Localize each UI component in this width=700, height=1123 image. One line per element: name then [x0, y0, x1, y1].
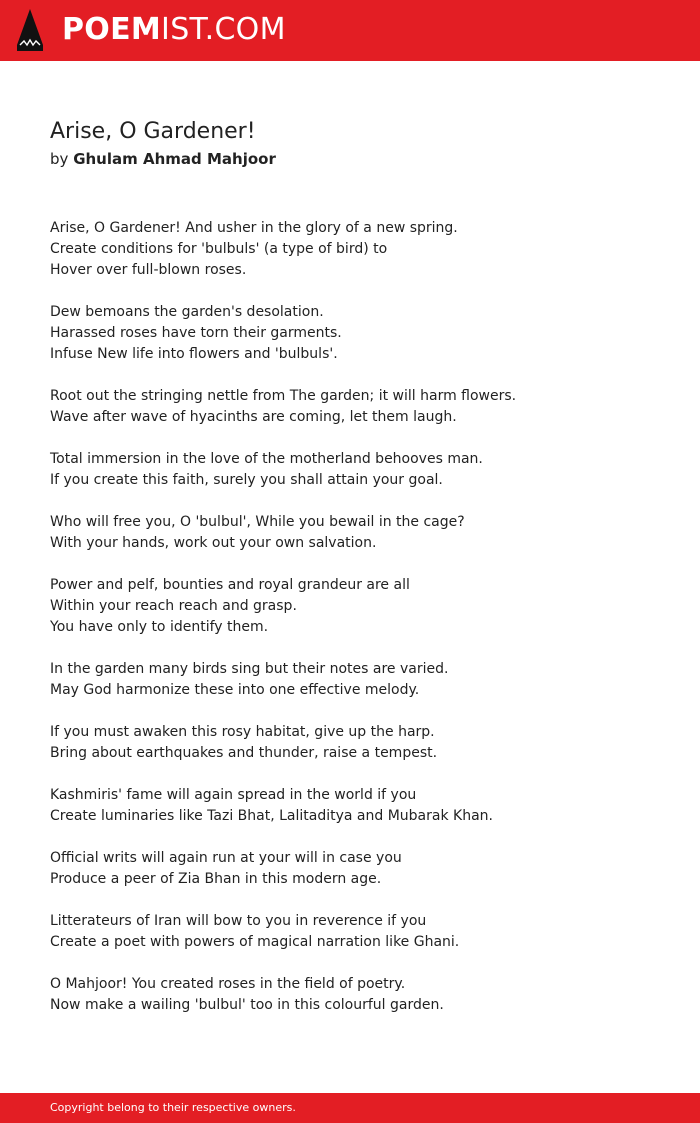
stanza: [50, 722, 670, 764]
stanza: [50, 659, 670, 701]
stanza: [50, 302, 670, 365]
stanza: [50, 575, 670, 638]
site-logo-text[interactable]: [62, 12, 286, 48]
poem-line: With your hands, work out your own salvation.: [50, 535, 377, 551]
stanza: [50, 911, 670, 953]
copyright-text: Copyright belong to their respective owners.: [50, 1101, 296, 1114]
poem-line: Wave after wave of hyacinths are coming, let them laugh.: [50, 409, 457, 425]
stanza: [50, 848, 670, 890]
stanza: [50, 449, 670, 491]
poem-line: Dew bemoans the garden's desolation.: [50, 304, 324, 320]
poem-line: Total immersion in the love of the motherland behooves man.: [50, 451, 483, 467]
poem-line: Hover over full-blown roses.: [50, 262, 247, 278]
author-name: Ghulam Ahmad Mahjoor: [73, 150, 276, 168]
poem-line: Harassed roses have torn their garments.: [50, 325, 342, 341]
poem-line: Create luminaries like Tazi Bhat, Lalitaditya and Mubarak Khan.: [50, 808, 493, 824]
stanza: [50, 386, 670, 428]
poem-line: Root out the stringing nettle from The garden; it will harm flowers.: [50, 388, 517, 404]
poem-line: Create a poet with powers of magical narration like Ghani.: [50, 934, 460, 950]
stanza: [50, 785, 670, 827]
by-label: by: [50, 150, 69, 168]
poem-line: Produce a peer of Zia Bhan in this modern age.: [50, 871, 382, 887]
poem-line: If you create this faith, surely you shall attain your goal.: [50, 472, 443, 488]
poem-line: Kashmiris' fame will again spread in the world if you: [50, 787, 417, 803]
poem-body: [50, 218, 670, 1037]
brand-light-text: IST.COM: [161, 12, 286, 47]
poem-line: Within your reach reach and grasp.: [50, 598, 297, 614]
poem-line: Infuse New life into flowers and 'bulbuls'.: [50, 346, 338, 362]
stanza: [50, 512, 670, 554]
poem-line: Power and pelf, bounties and royal grandeur are all: [50, 577, 410, 593]
poem-line: O Mahjoor! You created roses in the field of poetry.: [50, 976, 406, 992]
site-header: [0, 0, 700, 61]
poem-line: In the garden many birds sing but their notes are varied.: [50, 661, 449, 677]
poem-line: Now make a wailing 'bulbul' too in this colourful garden.: [50, 997, 444, 1013]
poem-line: Litterateurs of Iran will bow to you in reverence if you: [50, 913, 427, 929]
byline: [50, 148, 276, 170]
poem-line: May God harmonize these into one effective melody.: [50, 682, 420, 698]
poem-title: Arise, O Gardener!: [50, 119, 256, 144]
poem-line: If you must awaken this rosy habitat, give up the harp.: [50, 724, 435, 740]
poem-line: Who will free you, O 'bulbul', While you bewail in the cage?: [50, 514, 465, 530]
brand-bold-text: POEM: [62, 12, 162, 47]
pencil-tip-icon: [17, 9, 43, 51]
poem-line: Bring about earthquakes and thunder, raise a tempest.: [50, 745, 438, 761]
poem-line: Create conditions for 'bulbuls' (a type of bird) to: [50, 241, 388, 257]
stanza: [50, 974, 670, 1016]
poem-line: Official writs will again run at your will in case you: [50, 850, 402, 866]
site-footer: [0, 1093, 700, 1123]
stanza: [50, 218, 670, 281]
poem-line: Arise, O Gardener! And usher in the glory of a new spring.: [50, 220, 458, 236]
poem-line: You have only to identify them.: [50, 619, 269, 635]
